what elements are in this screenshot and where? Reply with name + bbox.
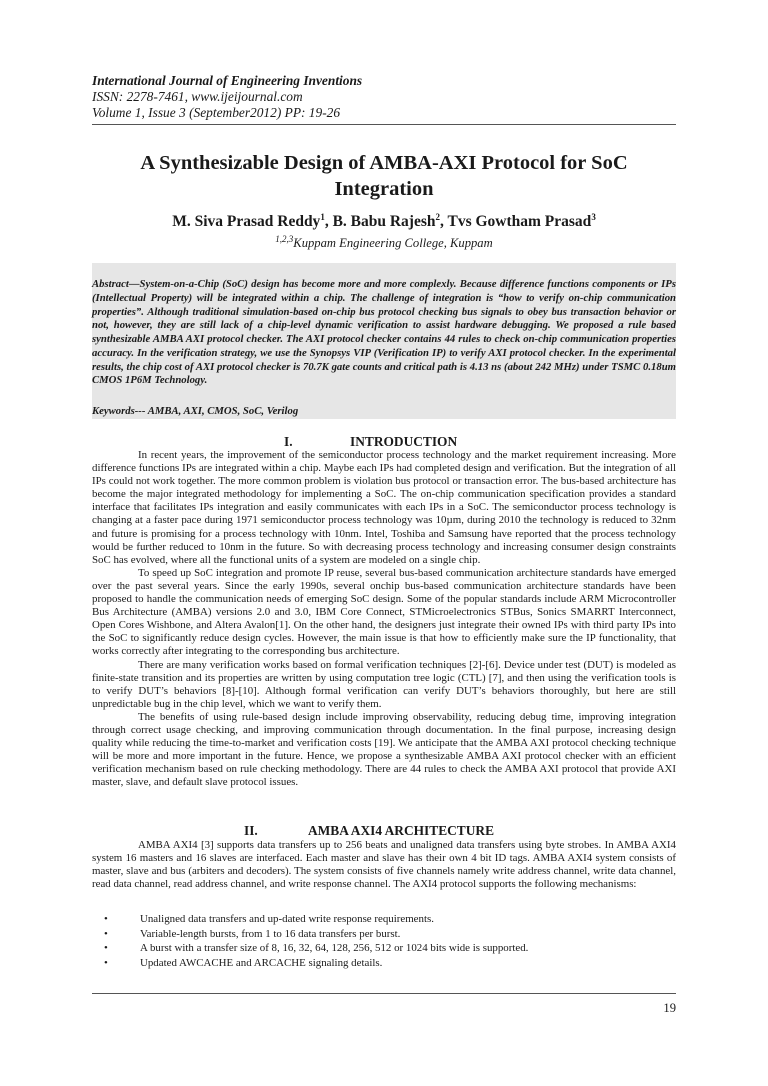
page-number: 19 — [663, 1001, 676, 1015]
affiliation-sup: 1,2,3 — [275, 234, 294, 244]
author-sup: 1 — [320, 212, 325, 222]
list-item — [92, 912, 676, 927]
author-sup: 2 — [435, 212, 440, 222]
list-item — [92, 927, 676, 942]
list-item — [92, 956, 676, 971]
journal-issn: ISSN: 2278-7461, www.ijeijournal.com — [92, 89, 303, 105]
list-item — [92, 941, 676, 956]
abstract-text: Abstract—System-on-a-Chip (SoC) design has become more and more complexly. Because difference functions components or IPs (Intellectual Property) will be integrated within a chip. The challenge of integration is “how to verify on-chip communication properties”. Although traditional simulation-based on-chip bus protocol checking bus signals to obey bus transaction behavior or not, however, they are still lack of a chip-level dynamic verification to assist hardware debugging. We proposed a rule based synthesizable AMBA AXI protocol checker. The AXI protocol checker contains 44 rules to check on-chip communication properties accuracy. In the verification strategy, we use the Synopsys VIP (Verification IP) to verify AXI protocol checker. In the experimental results, the chip cost of AXI protocol checker is 70.7K gate counts and critical path is 4.13 ns (about 242 MHz) under TSMC 0.18um CMOS 1P6M Technology. — [92, 278, 676, 387]
keywords: Keywords--- AMBA, AXI, CMOS, SoC, Verilog — [92, 405, 299, 417]
bullet-glyph: • — [104, 927, 108, 940]
paragraph: In recent years, the improvement of the semiconductor process technology and the market requirement increasing. More difference functions IPs are integrated within a chip. Maybe each IPs had completed design and verification. But the integration of all IPs could not work together. The more common problem is violation bus protocol or transaction error. The bus-based architecture has become the major integrated methodology for implementing a SoC. The on-chip communication specification provides a standard interface that facilitates IPs integration and easily communicates with each IPs in a SoC. The semiconductor process technology is changing at a faster pace during 1971 semiconductor process technology was 10µm, during 2010 the technology is reduced to 32nm and future is promising for a process technology with 10nm. Intel, Toshiba and Samsung have reported that the process technology would be further reduced to 10nm in the future. So with decreasing process technology and increasing consumer design constraints SoC has evolved, where all the functional units of a system are modeled on a single chip. — [92, 449, 676, 566]
footer-rule — [92, 993, 676, 994]
paper-title: A Synthesizable Design of AMBA-AXI Protocol for SoC Integration — [140, 152, 628, 200]
bullet-glyph: • — [104, 956, 108, 969]
paragraph: To speed up SoC integration and promote IP reuse, several bus-based communication architecture standards have emerged over the past several years. Since the early 1990s, several onchip bus-based communication architecture standards have been proposed to handle the communication needs of emerging SoC design. Some of the popular standards include ARM Microcontroller Bus Architecture (AMBA) versions 2.0 and 3.0, IBM Core Connect, STMicroelectronics STBus, Sonics SMARRT Interconnect, Open Cores Wishbone, and Altera Avalon[1]. On the other hand, the designers just integrate their owned IPs with third party IPs into the SoC to significantly reduce design cycles. However, the main issue is that how to efficiently make sure the IP functionality, that works correctly after integrating to the corresponding bus architecture. — [92, 566, 676, 658]
section-body — [92, 449, 676, 789]
paragraph: The benefits of using rule-based design include improving observability, reducing debug time, improving integration through correct usage checking, and improving communication through documentation. In the final purpose, increasing design quality while reducing the time-to-market and verification costs [19]. We anticipate that the AMBA AXI protocol checking technique will be more and more important in the future. Hence, we propose a synthesizable AMBA AXI protocol checker with an efficient verification mechanism based on rule checking methodology. There are 44 rules to check the AMBA AXI protocol that provide AXI master, slave, and default slave protocol issues. — [92, 710, 676, 789]
author-separator: , — [324, 213, 333, 231]
section-title: AMBA AXI4 ARCHITECTURE — [308, 823, 495, 838]
section-body — [92, 839, 676, 891]
section-number: II. — [244, 823, 258, 838]
list-item-text: Variable-length bursts, from 1 to 16 data transfers per burst. — [140, 927, 401, 940]
journal-header — [92, 73, 682, 122]
bullet-glyph: • — [104, 942, 108, 955]
author-name: B. Babu Rajesh — [332, 213, 436, 231]
section-number: I. — [284, 434, 293, 449]
list-item-text: Updated AWCACHE and ARCACHE signaling details. — [140, 956, 383, 969]
bullet-glyph: • — [104, 913, 108, 925]
affiliation-text: Kuppam Engineering College, Kuppam — [293, 236, 493, 251]
journal-volume: Volume 1, Issue 3 (September2012) PP: 19-26 — [92, 105, 341, 121]
author-sup: 3 — [591, 212, 596, 222]
journal-name: International Journal of Engineering Inventions — [92, 73, 363, 88]
author-list — [92, 207, 676, 232]
list-item-text: Unaligned data transfers and up-dated write response requirements. — [140, 913, 434, 925]
paragraph: AMBA AXI4 [3] supports data transfers up to 256 beats and unaligned data transfers using byte strobes. In AMBA AXI4 system 16 masters and 16 slaves are interfaced. Each master and slave has their own 4 bit ID tags. AMBA AXI4 system consists of master, slave and bus (arbiters and decoders). The system consists of five channels namely write address channel, write data channel, read data channel, read address channel, and write response channel. The AXI4 protocol supports the following mechanisms: — [92, 839, 676, 891]
list-item-text: A burst with a transfer size of 8, 16, 32, 64, 128, 256, 512 or 1024 bits wide is supported. — [140, 942, 529, 955]
affiliation — [92, 231, 676, 251]
paragraph: There are many verification works based on formal verification techniques [2]-[6]. Device under test (DUT) is modeled as finite-state transition and its properties are written by using computation tree logic (CTL) [7], and then using the verification tools is to verify DUT’s behaviors [8]-[10]. Although formal verification can verify DUT’s behaviors thoroughly, but here are still unpredictable bug in the chip level, which we want to verify them. — [92, 658, 676, 710]
bullet-list — [92, 912, 676, 970]
header-rule — [92, 124, 676, 125]
section-title: INTRODUCTION — [350, 434, 458, 449]
author-name: M. Siva Prasad Reddy — [172, 213, 321, 231]
author-name: Tvs Gowtham Prasad — [447, 213, 592, 231]
author-separator: , — [440, 213, 448, 231]
